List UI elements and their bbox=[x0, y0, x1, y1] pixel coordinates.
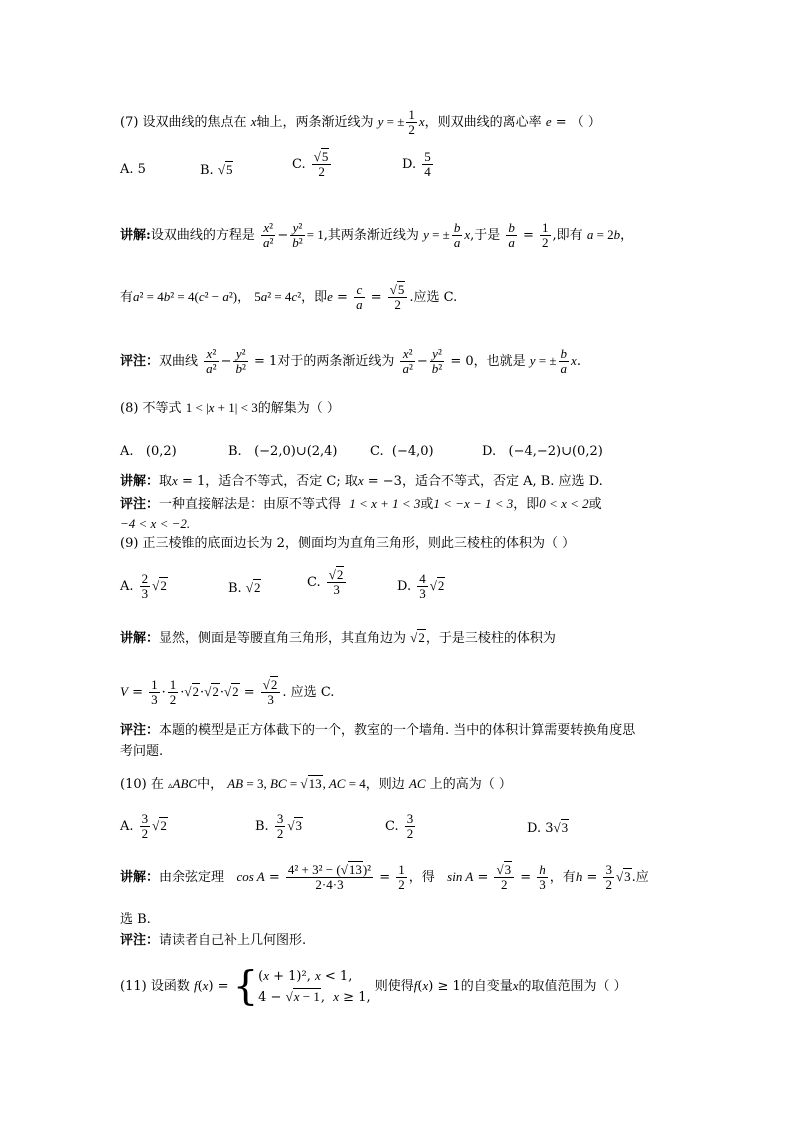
q8-option-d: D. (−4,−2)∪(0,2) bbox=[482, 444, 603, 459]
q8-option-c: C. (−4,0) bbox=[370, 444, 434, 459]
q10-comment: 评注：请读者自己补上几何图形. bbox=[120, 933, 307, 948]
q7-option-a: A. 5 bbox=[120, 162, 146, 177]
q10-option-d: D. 3√3 bbox=[527, 820, 569, 836]
q7-solution-line1: 讲解:设双曲线的方程是 $\frac{\text{x²}}{\text{a²}}$ − $\frac{\text{y²}}{\text{b²}}$ = 1,其两条渐近线为 y = ± $\frac{b}{a}$ x,于是 $\frac{b}{a}$ = $\frac{1}{2}$ ,即有 a = 2b， bbox=[120, 220, 634, 250]
q9-option-c: C. $\frac{√2}{3}$ bbox=[307, 568, 348, 597]
q9-comment-line1: 评注：本题的模型是正方体截下的一个，教室的一个墙角. 当中的体积计算需要转换角度思 bbox=[120, 723, 636, 738]
q7-option-d: D. $\frac{5}{4}$ bbox=[402, 149, 431, 179]
q7-stem: (7) 设双曲线的焦点在 x轴上，两条渐近线为 y = ± $\frac{1}{2}$ x，则双曲线的离心率 e = （ ） bbox=[120, 107, 601, 137]
q7-option-b: B. √5 bbox=[200, 162, 233, 178]
q8-comment-line1: 评注：一种直接解法是：由原不等式得 1 < x + 1 < 3或1 < −x − 1 < 3，即0 < x < 2或 bbox=[120, 496, 602, 512]
q10-option-b: B. $\frac{3}{2}$ √3 bbox=[255, 811, 302, 841]
q7-comment: 评注：双曲线 $\frac{\text{x²}}{\text{a²}}$ − $\frac{\text{y²}}{\text{b²}}$ = 1对于的两条渐近线为 $\frac{\text{x²}}{\text{a²}}$ − $\frac{\text{y²}}{\text{b²}}$ = 0，也就是 y = ± $\frac{b}{a}$ x. bbox=[120, 346, 581, 376]
q10-option-c: C. $\frac{3}{2}$ bbox=[385, 811, 414, 841]
q10-solution: 讲解：由余弦定理 cos A = $\frac{\text{4² + 3² − (√13)²}}{2\cdot 4\cdot 3}$ = $\frac{1}{2}$ ，得 sin A = $\frac{√3}{2}$ = $\frac{h}{3}$ ，有h = $\frac{3}{2}$ √3.应 bbox=[120, 862, 649, 892]
q9-comment-line2: 考问题. bbox=[120, 744, 164, 759]
q8-option-b: B. (−2,0)∪(2,4) bbox=[228, 444, 338, 459]
q7-solution-line2: 有a² = 4b² = 4(c² − a²)， 5a² = 4c²，即e = $\frac{c}{a}$ = $\frac{√5}{2}$ .应选 C. bbox=[120, 282, 458, 312]
q10-stem: (10) 在 ▵ABC中， AB = 3, BC = √13, AC = 4，则边 AC 上的高为（ ） bbox=[120, 776, 512, 792]
q8-solution: 讲解：取x = 1，适合不等式，否定 C; 取x = −3，适合不等式，否定 A, B. 应选 D. bbox=[120, 473, 603, 489]
q9-solution-line1: 讲解：显然，侧面是等腰直角三角形，其直角边为 √2，于是三棱柱的体积为 bbox=[120, 630, 556, 646]
q11-stem: (11) 设函数 f(x) = { (x + 1)², x < 1, 4 − √x − 1, x ≥ 1, 则使得f(x) ≥ 1的自变量x的取值范围为（ ） bbox=[120, 963, 627, 1010]
q9-stem: (9) 正三棱锥的底面边长为 2，侧面均为直角三角形，则此三棱柱的体积为（ ） bbox=[120, 536, 576, 551]
q8-comment-line2: −4 < x < −2. bbox=[120, 516, 191, 531]
q9-option-b: B. √2 bbox=[228, 580, 261, 596]
q10-solution-cont: 选 B. bbox=[120, 912, 151, 927]
q7-option-c: C. $\frac{√5}{2}$ bbox=[292, 150, 333, 179]
q8-option-a: A. (0,2) bbox=[120, 444, 177, 459]
q9-solution-line2: V = $\frac{1}{3}$ · $\frac{1}{2}$ ·√2·√2·√2 = $\frac{√2}{3}$ . 应选 C. bbox=[120, 677, 335, 707]
q9-option-a: A. $\frac{2}{3}$ √2 bbox=[120, 571, 167, 601]
q8-stem: (8) 不等式 1 < |x + 1| < 3的解集为（ ） bbox=[120, 400, 340, 416]
q10-option-a: A. $\frac{3}{2}$ √2 bbox=[120, 811, 167, 841]
q9-option-d: D. $\frac{4}{3}$ √2 bbox=[397, 571, 445, 601]
